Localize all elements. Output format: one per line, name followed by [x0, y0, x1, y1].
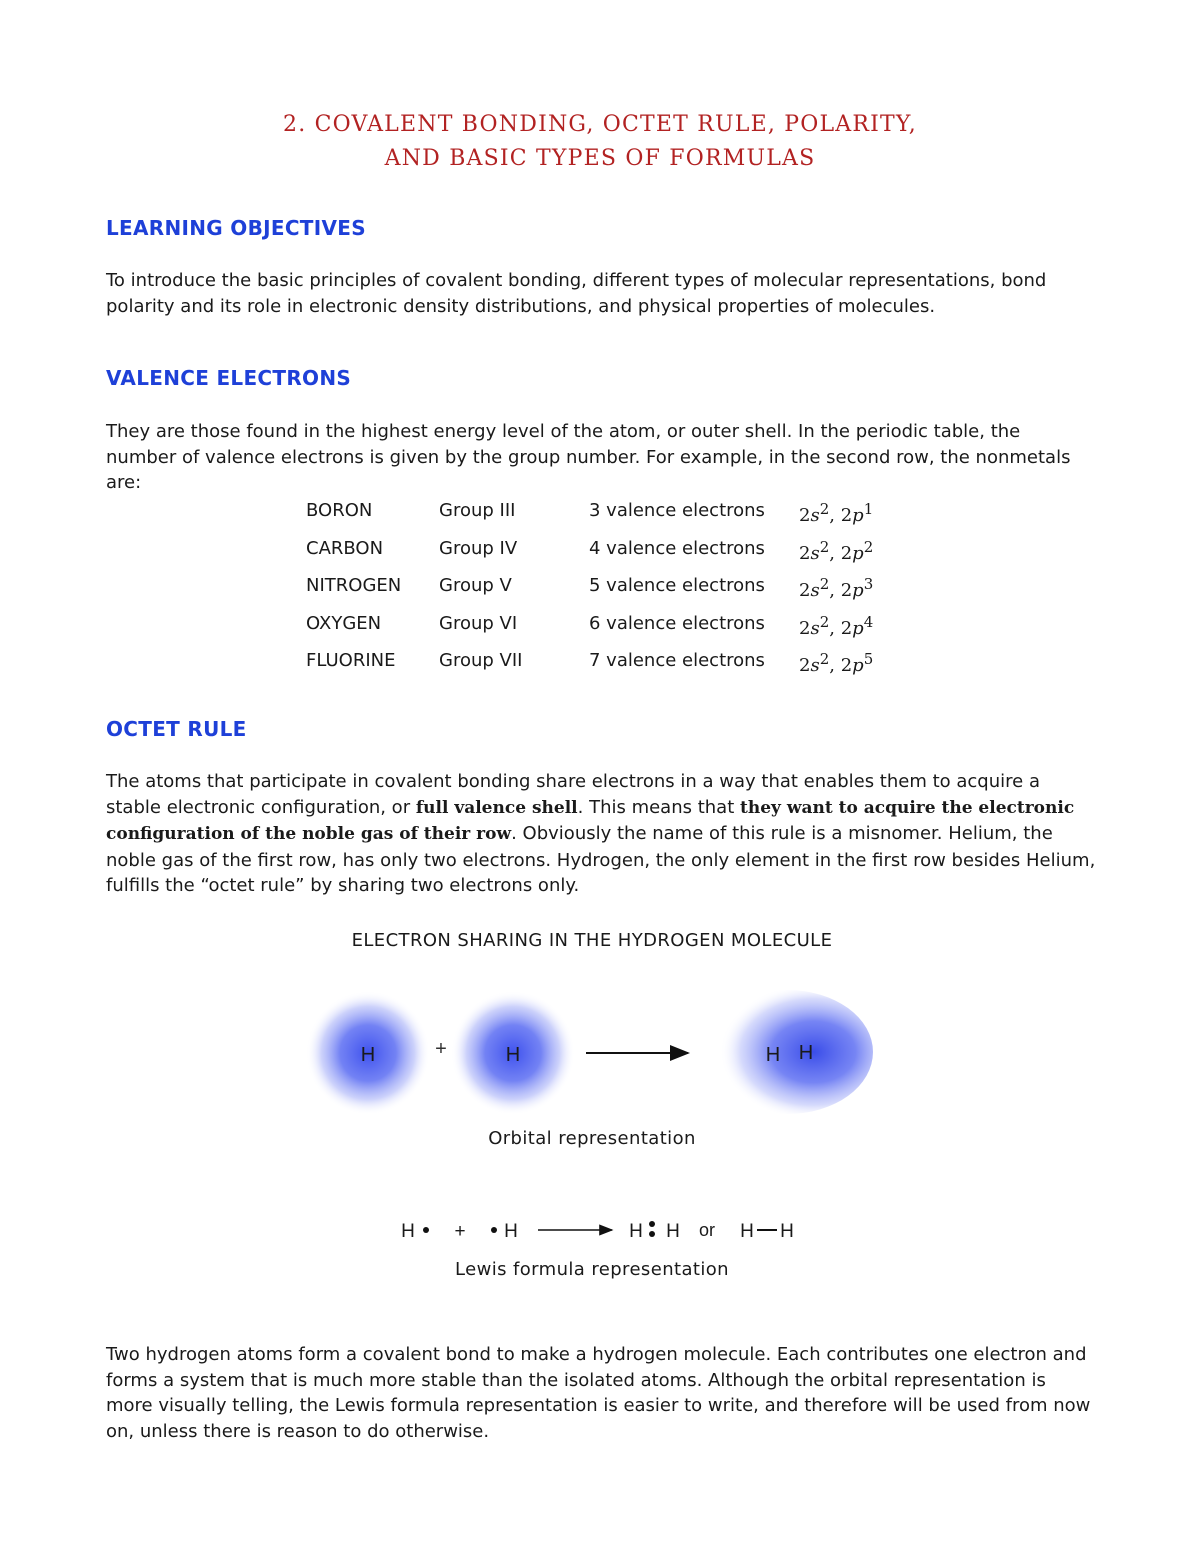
octet-rule-heading: OCTET RULE	[106, 717, 247, 741]
lewis-h-5: H	[740, 1221, 754, 1242]
group-number: Group VII	[439, 650, 523, 671]
molecule-label-1: H	[765, 1044, 781, 1066]
page-title	[0, 108, 1200, 176]
lewis-or-text: or	[698, 1220, 716, 1240]
lewis-h-3: H	[629, 1221, 643, 1242]
lone-electron-2	[491, 1227, 497, 1233]
hydrogen-label-2: H	[505, 1044, 521, 1066]
lone-electron-1	[423, 1227, 429, 1233]
electron-config: $2s^2$, $2p^1$	[799, 500, 874, 526]
valence-count: 7 valence electrons	[589, 650, 765, 671]
lewis-h-2: H	[504, 1221, 518, 1242]
lewis-h-1: H	[401, 1221, 415, 1242]
learning-objectives-text: To introduce the basic principles of covalent bonding, different types of molecular representations, bond polarity and its role in electronic density distributions, and physical properties of molecules.	[106, 270, 1047, 317]
lewis-plus-sign: +	[454, 1221, 466, 1242]
group-number: Group V	[439, 575, 512, 596]
plus-sign: +	[435, 1038, 447, 1060]
orbital-diagram	[290, 985, 910, 1125]
lewis-caption: Lewis formula representation	[455, 1259, 729, 1280]
shared-electron-2	[649, 1231, 655, 1237]
valence-count: 4 valence electrons	[589, 537, 765, 559]
bold-noble-gas-statement: they want to acquire the electronic configuration of the noble gas of their row	[106, 797, 1075, 844]
electron-config: $2s^2$, $2p^5$	[799, 650, 874, 676]
element-name: NITROGEN	[306, 575, 402, 596]
lewis-formula-diagram	[390, 1210, 810, 1250]
group-number: Group IV	[439, 537, 518, 559]
element-name: FLUORINE	[306, 650, 396, 671]
electron-config: $2s^2$, $2p^2$	[799, 537, 874, 564]
valence-count: 6 valence electrons	[589, 612, 765, 634]
title-line-2: AND BASIC TYPES OF FORMULAS	[384, 146, 816, 171]
lewis-h-4: H	[666, 1221, 680, 1242]
learning-objectives-heading: LEARNING OBJECTIVES	[106, 216, 366, 240]
element-name: OXYGEN	[306, 612, 382, 634]
hydrogen-label-1: H	[360, 1044, 376, 1066]
octet-rule-text: The atoms that participate in covalent bonding share electrons in a way that enables them to acquire a stable electronic configuration, or full valence shell. This means that they want to acquire the electronic configuration of the noble gas of their row. Obviously the name of this rule is a misnomer. Helium, the noble gas of the first row, has only two electrons. Hydrogen, the only element in the first row besides Helium, fulfills the “octet rule” by sharing two electrons only.	[106, 771, 1096, 896]
hydrogen-molecule-orbital	[703, 990, 873, 1114]
shared-electron-1	[649, 1221, 655, 1227]
element-name: CARBON	[306, 537, 384, 559]
electron-config: $2s^2$, $2p^4$	[799, 612, 874, 639]
molecule-label-2: H	[798, 1042, 814, 1064]
valence-electrons-heading: VALENCE ELECTRONS	[106, 366, 352, 390]
valence-electrons-text: They are those found in the highest energy level of the atom, or outer shell. In the periodic table, the number of valence electrons is given by the group number. For example, in the second row, the nonmetals are:	[106, 421, 1071, 493]
valence-count: 5 valence electrons	[589, 575, 765, 596]
group-number: Group III	[439, 500, 516, 521]
bold-full-valence-shell: full valence shell	[415, 797, 578, 818]
closing-text: Two hydrogen atoms form a covalent bond to make a hydrogen molecule. Each contributes one electron and forms a system that is much more stable than the isolated atoms. Although the orbital representation is more visually telling, the Lewis formula representation is easier to write, and therefore will be used from now on, unless there is reason to do otherwise.	[106, 1344, 1091, 1442]
element-name: BORON	[306, 500, 373, 521]
orbital-caption: Orbital representation	[488, 1128, 696, 1149]
title-line-1: 2. COVALENT BONDING, OCTET RULE, POLARITY,	[283, 112, 917, 137]
electron-config: $2s^2$, $2p^3$	[799, 575, 874, 601]
valence-count: 3 valence electrons	[589, 500, 765, 521]
lewis-h-6: H	[780, 1221, 794, 1242]
group-number: Group VI	[439, 612, 518, 634]
figure-title: ELECTRON SHARING IN THE HYDROGEN MOLECULE	[351, 930, 833, 951]
